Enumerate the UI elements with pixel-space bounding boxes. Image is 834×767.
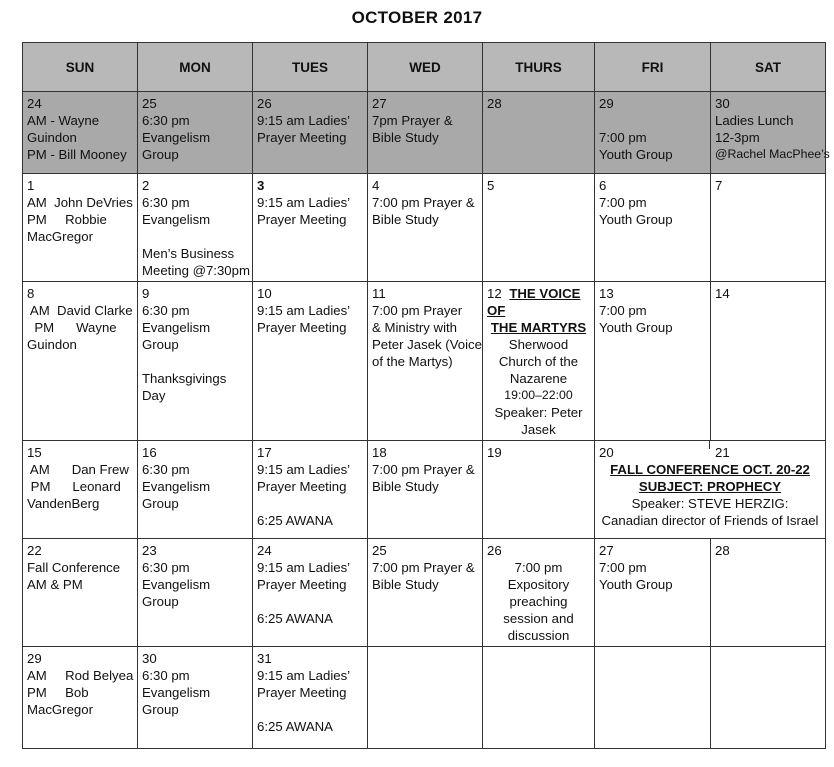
event-line: 9:15 am Ladies’ (257, 668, 351, 683)
event-line: 9:15 am Ladies’ (257, 113, 351, 128)
event-line: 7:00 pm Prayer (372, 303, 463, 318)
event-line: Ladies Lunch (715, 113, 794, 128)
day-cell (368, 92, 483, 174)
event-line: Bible Study (372, 577, 439, 592)
day-cell (483, 539, 595, 647)
event-line: PM - Bill Mooney (27, 147, 127, 162)
day-number: 17 (257, 445, 272, 460)
day-number: 6 (599, 178, 607, 193)
event-line: Youth Group (599, 577, 673, 592)
week-row-3 (23, 441, 826, 539)
day-number: 7 (715, 178, 723, 193)
event-line: 19:00–22:00 (504, 388, 573, 402)
event-line: 7:00 pm Prayer & (372, 560, 475, 575)
day-number: 22 (27, 543, 42, 558)
day-cell (483, 441, 595, 539)
event-line: PM Robbie (27, 212, 107, 227)
event-line: 6:30 pm (142, 113, 190, 128)
event-line: 6:25 AWANA (257, 719, 333, 734)
event-line: 6:30 pm (142, 560, 190, 575)
event-line: 7:00 pm Prayer & (372, 462, 475, 477)
day-cell (368, 441, 483, 539)
event-line: 9:15 am Ladies’ (257, 195, 351, 210)
event-line: Speaker: STEVE HERZIG: (631, 496, 789, 511)
day-number: 15 (27, 445, 42, 460)
weekday-header: THURS (483, 43, 595, 92)
event-line: & Ministry with (372, 320, 457, 335)
event-line: Men’s Business (142, 246, 235, 261)
event-line: 7pm Prayer & (372, 113, 453, 128)
event-line: Group (142, 594, 179, 609)
day-number: 5 (487, 178, 495, 193)
day-cell (23, 647, 138, 749)
event-line: Peter Jasek (Voice (372, 337, 482, 352)
day-number: 29 (27, 651, 42, 666)
conference-subject: SUBJECT: PROPHECY (638, 479, 782, 494)
event-line: Guindon (27, 130, 77, 145)
event-line: AM Rod Belyea (27, 668, 134, 683)
day-number: 21 (715, 445, 730, 460)
event-line: Youth Group (599, 212, 673, 227)
day-cell (595, 174, 711, 282)
day-cell (711, 282, 826, 441)
day-cell (23, 539, 138, 647)
event-line: AM John DeVries (27, 195, 133, 210)
week-row-4 (23, 539, 826, 647)
day-cell (253, 441, 368, 539)
event-line: Group (142, 147, 179, 162)
event-line: Evangelism (142, 130, 211, 145)
day-cell (253, 539, 368, 647)
day-cell (138, 174, 253, 282)
event-line: MacGregor (27, 229, 93, 244)
event-line: PM Leonard (27, 479, 121, 494)
day-number: 25 (142, 96, 157, 111)
event-line: 12-3pm (715, 130, 760, 145)
day-cell-empty (711, 647, 826, 749)
day-cell (23, 441, 138, 539)
weekday-header: WED (368, 43, 483, 92)
day-number: 26 (487, 543, 502, 558)
event-line: Prayer Meeting (257, 577, 347, 592)
event-line: 7:00 pm (599, 303, 647, 318)
event-line: Bible Study (372, 212, 439, 227)
event-line: Evangelism (142, 212, 211, 227)
event-line: Canadian director of Friends of Israel (601, 513, 819, 528)
day-cell (483, 174, 595, 282)
event-line: Evangelism (142, 320, 211, 335)
event-line: Day (142, 388, 166, 403)
day-number: 24 (27, 96, 42, 111)
day-cell (23, 282, 138, 441)
event-line: 9:15 am Ladies’ (257, 303, 351, 318)
event-line: Evangelism (142, 577, 211, 592)
day-cell (253, 174, 368, 282)
day-cell (595, 282, 711, 441)
day-number: 19 (487, 445, 502, 460)
week-row-1 (23, 174, 826, 282)
conference-heading: FALL CONFERENCE OCT. 20-22 (610, 462, 810, 477)
event-line: Expository (507, 577, 570, 592)
event-line: Bible Study (372, 130, 439, 145)
event-line: Guindon (27, 337, 77, 352)
week-row-2 (23, 282, 826, 441)
event-line: Bible Study (372, 479, 439, 494)
event-line: PM Wayne (27, 320, 117, 335)
day-cell (253, 282, 368, 441)
day-cell (138, 282, 253, 441)
day-cell (711, 539, 826, 647)
event-line: Speaker: Peter (494, 405, 583, 420)
event-line: Prayer Meeting (257, 130, 347, 145)
event-line: Evangelism (142, 685, 211, 700)
event-heading: THE VOICE OF (487, 286, 581, 318)
day-number: 16 (142, 445, 157, 460)
day-cell (138, 539, 253, 647)
day-number: 8 (27, 286, 35, 301)
day-cell (253, 647, 368, 749)
day-cell (138, 441, 253, 539)
day-number: 29 (599, 96, 614, 111)
event-line: 6:25 AWANA (257, 513, 333, 528)
day-number: 27 (599, 543, 614, 558)
calendar-title: OCTOBER 2017 (351, 8, 483, 27)
day-number: 28 (487, 96, 502, 111)
event-heading: THE MARTYRS (490, 320, 587, 335)
event-line: 7:00 pm Prayer & (372, 195, 475, 210)
day-number: 23 (142, 543, 157, 558)
event-line: Group (142, 702, 179, 717)
event-line: Fall Conference (27, 560, 121, 575)
event-line: AM Dan Frew (27, 462, 129, 477)
day-number: 4 (372, 178, 380, 193)
event-line: 7:00 pm (599, 195, 647, 210)
event-line: Youth Group (599, 147, 673, 162)
day-number: 11 (372, 286, 386, 301)
event-line: 6:30 pm (142, 195, 190, 210)
event-line: Youth Group (599, 320, 673, 335)
day-number: 31 (257, 651, 272, 666)
day-number: 3 (257, 178, 265, 193)
day-cell (711, 174, 826, 282)
event-line: 6:30 pm (142, 668, 190, 683)
day-number: 9 (142, 286, 150, 301)
day-cell (23, 174, 138, 282)
calendar-grid (22, 42, 830, 749)
event-line: Meeting @7:30pm (142, 263, 250, 278)
event-line: Prayer Meeting (257, 320, 347, 335)
event-line: VandenBerg (27, 496, 100, 511)
day-cell-empty (368, 647, 483, 749)
day-cell-empty (595, 647, 711, 749)
event-line: discussion (507, 628, 570, 643)
day-number: 30 (142, 651, 157, 666)
day-number: 14 (715, 286, 730, 301)
event-line: @Rachel MacPhee’s (715, 147, 830, 161)
event-line: MacGregor (27, 702, 93, 717)
day-cell (138, 647, 253, 749)
event-line: Thanksgivings (142, 371, 227, 386)
event-line: Evangelism (142, 479, 211, 494)
event-line: AM & PM (27, 577, 83, 592)
event-line: Group (142, 337, 179, 352)
day-number: 2 (142, 178, 150, 193)
event-line: Prayer Meeting (257, 685, 347, 700)
day-cell (368, 174, 483, 282)
event-line: Group (142, 496, 179, 511)
day-number: 27 (372, 96, 387, 111)
week-row-5 (23, 647, 826, 749)
event-line: 7:00 pm (514, 560, 563, 575)
event-line: session and (503, 611, 574, 626)
day-number: 26 (257, 96, 272, 111)
event-line: of the Martys) (372, 354, 453, 369)
day-cell (368, 282, 483, 441)
event-line: Prayer Meeting (257, 479, 347, 494)
week-row-prev (23, 92, 826, 174)
weekday-header: MON (138, 43, 253, 92)
event-line: Jasek (521, 422, 556, 437)
event-line: AM - Wayne (27, 113, 100, 128)
day-number: 30 (715, 96, 730, 111)
event-line: 6:30 pm (142, 303, 190, 318)
day-cell (711, 92, 830, 174)
event-line: AM David Clarke (27, 303, 133, 318)
weekday-header: FRI (595, 43, 711, 92)
event-line: 7:00 pm (599, 560, 647, 575)
day-number: 28 (715, 543, 730, 558)
day-number: 13 (599, 286, 614, 301)
event-line: Church of the (498, 354, 579, 369)
event-line: 6:30 pm (142, 462, 190, 477)
day-cell (595, 539, 711, 647)
day-cell (23, 92, 138, 174)
event-line: Prayer Meeting (257, 212, 347, 227)
event-line: 7:00 pm (599, 130, 647, 145)
day-cell-empty (483, 647, 595, 749)
event-line: preaching (509, 594, 568, 609)
day-number: 1 (27, 178, 35, 193)
weekday-header: SUN (23, 43, 138, 92)
day-number: 24 (257, 543, 272, 558)
day-number: 12 (487, 286, 502, 301)
weekday-header: SAT (711, 43, 826, 92)
day-cell (138, 92, 253, 174)
conference-cell (595, 441, 826, 539)
day-cell (595, 92, 711, 174)
event-line: 6:25 AWANA (257, 611, 333, 626)
event-line: Nazarene (509, 371, 568, 386)
day-number: 10 (257, 286, 272, 301)
weekday-header: TUES (253, 43, 368, 92)
day-cell (483, 92, 595, 174)
weekday-header-row (23, 43, 826, 92)
event-line: Sherwood (508, 337, 569, 352)
day-number: 25 (372, 543, 387, 558)
event-line: PM Bob (27, 685, 89, 700)
day-number: 20 (599, 445, 614, 460)
event-line: 9:15 am Ladies’ (257, 462, 351, 477)
event-line: 9:15 am Ladies’ (257, 560, 351, 575)
day-number: 18 (372, 445, 387, 460)
day-cell (253, 92, 368, 174)
day-cell (368, 539, 483, 647)
day-cell (483, 282, 595, 441)
